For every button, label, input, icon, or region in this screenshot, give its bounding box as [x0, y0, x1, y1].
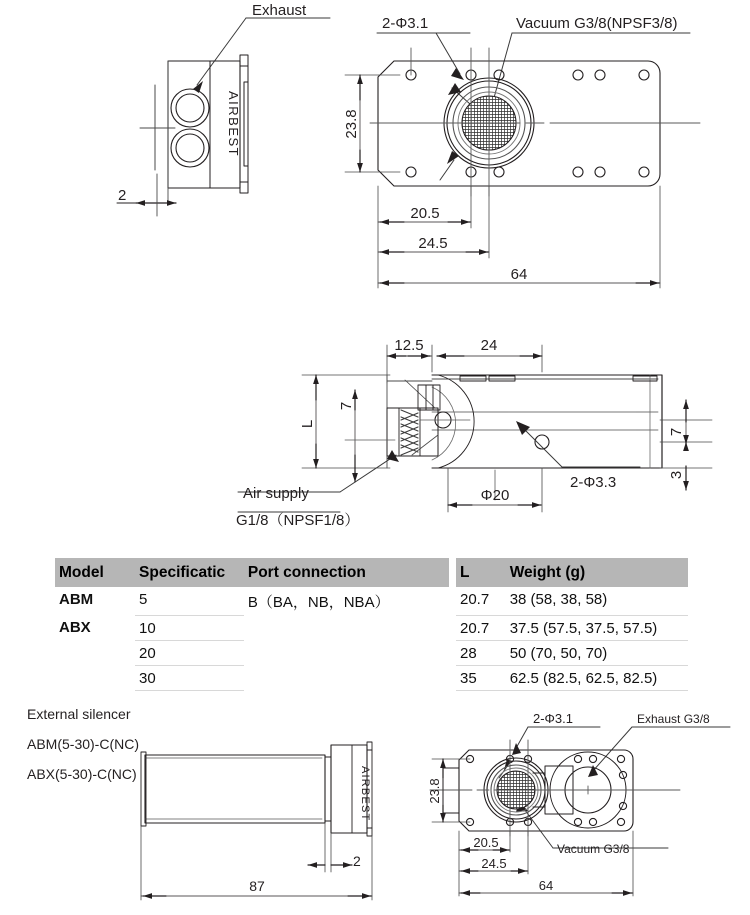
table-header-port: Port connection	[244, 558, 449, 587]
dim-24-middle: 24	[480, 337, 498, 354]
label-model-abx-c: ABX(5-30)-C(NC)	[27, 766, 137, 782]
label-exhaust-top-left: Exhaust	[252, 2, 307, 19]
dim-24-5-bottom: 24.5	[481, 856, 507, 871]
specification-table	[55, 558, 688, 691]
view-top-right-front	[345, 33, 700, 288]
label-air-supply-thread: G1/8（NPSF1/8）	[236, 512, 360, 529]
dim-L-middle: L	[299, 419, 316, 429]
brand-airbest-bottom-left: AIRBEST	[359, 766, 371, 822]
dim-3-right-middle: 3	[668, 470, 685, 480]
view-bottom-right-front	[430, 727, 730, 896]
cell-weight: 37.5 (57.5, 37.5, 57.5)	[506, 615, 688, 640]
table-header-spec: Specificatic	[135, 558, 244, 587]
dim-23-8-top: 23.8	[343, 109, 360, 139]
cell-spec: 5	[135, 587, 244, 615]
cell-gap	[449, 587, 456, 615]
dim-thickness-2-top-left: 2	[118, 187, 127, 204]
table-header-row	[55, 558, 688, 587]
cell-model: ABX	[59, 619, 91, 636]
dim-12-5-middle: 12.5	[394, 337, 424, 354]
cell-model	[55, 665, 135, 690]
dim-7-right-middle: 7	[668, 427, 685, 437]
cell-l: 20.7	[456, 587, 506, 615]
table-row	[55, 640, 688, 665]
dim-87-bottom-left: 87	[249, 878, 265, 894]
label-air-supply: Air supply	[243, 485, 309, 502]
callout-2-phi3-3-middle: 2-Φ3.3	[570, 474, 617, 491]
brand-airbest-top-left: AIRBEST	[226, 91, 241, 158]
cell-port: B（BA，NB，NBA）	[247, 594, 390, 611]
dim-24-5-top: 24.5	[418, 235, 448, 252]
cell-model	[55, 640, 135, 665]
table-header-l: L	[456, 558, 506, 587]
table-row	[55, 587, 688, 615]
table-header-model: Model	[55, 558, 135, 587]
dim-phi20-middle: Φ20	[480, 487, 510, 504]
callout-exhaust-g38-bottom: Exhaust G3/8	[637, 712, 710, 726]
table-row	[55, 615, 688, 640]
callout-2-phi3-1-top: 2-Φ3.1	[382, 15, 429, 32]
table-row	[55, 665, 688, 690]
cell-weight: 50 (70, 50, 70)	[506, 640, 688, 665]
dim-23-8-bottom: 23.8	[427, 778, 442, 804]
cell-port	[244, 615, 449, 640]
table-header-gap	[449, 558, 456, 587]
cell-l: 28	[456, 640, 506, 665]
cell-weight: 62.5 (82.5, 62.5, 82.5)	[506, 665, 688, 690]
label-external-silencer: External silencer	[27, 706, 131, 722]
dim-7-left-middle: 7	[338, 401, 355, 411]
dim-20-5-bottom: 20.5	[473, 835, 499, 850]
view-bottom-left-silencer	[141, 742, 372, 900]
cell-spec: 20	[135, 640, 244, 665]
dim-64-bottom: 64	[538, 878, 554, 893]
cell-spec: 10	[135, 615, 244, 640]
cell-gap	[449, 640, 456, 665]
callout-vacuum-g38-bottom: Vacuum G3/8	[557, 842, 630, 856]
callout-vacuum-g38-top: Vacuum G3/8(NPSF3/8)	[516, 15, 678, 32]
cell-gap	[449, 665, 456, 690]
callout-2-phi3-1-bottom: 2-Φ3.1	[533, 711, 574, 726]
dim-64-top: 64	[510, 266, 528, 283]
dim-20-5-top: 20.5	[410, 205, 440, 222]
cell-gap	[449, 615, 456, 640]
label-model-abm-c: ABM(5-30)-C(NC)	[27, 736, 139, 752]
table-header-weight: Weight (g)	[506, 558, 688, 587]
cell-l: 35	[456, 665, 506, 690]
cell-port	[244, 665, 449, 690]
dim-2-bottom-left: 2	[353, 853, 361, 869]
view-top-left-side	[117, 18, 330, 216]
cell-l: 20.7	[456, 615, 506, 640]
cell-model: ABM	[59, 591, 94, 608]
cell-spec: 30	[135, 665, 244, 690]
cell-port	[244, 640, 449, 665]
cell-weight: 38 (58, 38, 58)	[506, 587, 688, 615]
